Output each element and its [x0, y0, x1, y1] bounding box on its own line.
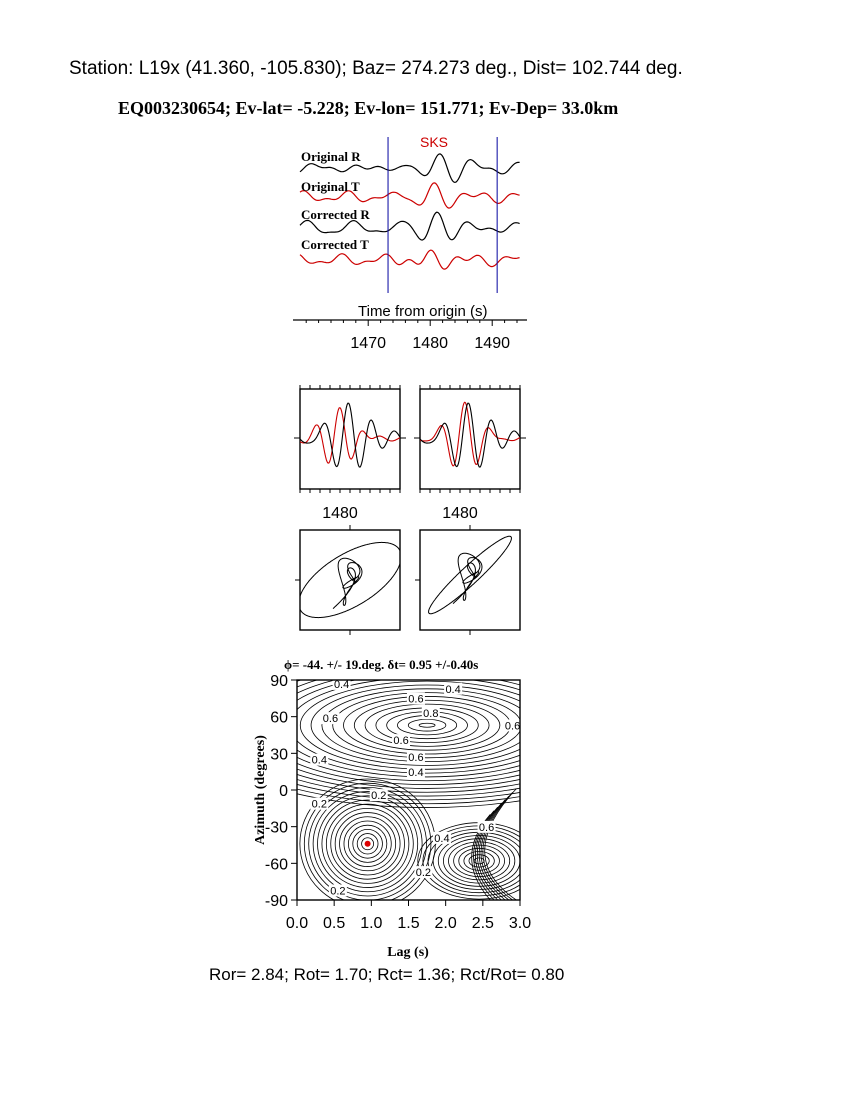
- waveform-overlay-after: [414, 385, 526, 522]
- best-fit-marker: [365, 841, 371, 847]
- splitting-result-title: ϕ= -44. +/- 19.deg. δt= 0.95 +/-0.40s: [284, 657, 479, 672]
- contour-label: 0.6: [408, 693, 424, 706]
- contour-label: 0.6: [408, 752, 424, 765]
- lag-axis-label: Lag (s): [387, 945, 429, 960]
- azimuth-tick-label: -90: [264, 893, 288, 910]
- contour-label: 0.8: [423, 708, 439, 721]
- lag-tick-label: 0.5: [323, 915, 346, 932]
- lag-tick-label: 1.5: [397, 915, 420, 932]
- azimuth-tick-label: -60: [264, 856, 288, 874]
- contour-label: 0.6: [322, 713, 339, 726]
- pm-frame-after: [420, 530, 520, 630]
- azimuth-axis-label: Azimuth (degrees): [253, 735, 268, 845]
- seismogram-panel: [293, 134, 527, 352]
- azimuth-tick-label: 0: [279, 783, 288, 800]
- particle-motion-trace: [453, 553, 482, 603]
- particle-motion-ellipse: [299, 542, 402, 617]
- particle-motion-after: [415, 525, 520, 635]
- overlay-tick-label: 1480: [442, 505, 478, 522]
- overlay-t-trace: [420, 402, 520, 466]
- event-info-title: EQ003230654; Ev-lat= -5.228; Ev-lon= 151.771; Ev-Dep= 33.0km: [118, 98, 619, 118]
- lag-tick-label: 2.5: [471, 915, 494, 932]
- contour-label: 0.2: [415, 867, 432, 880]
- lag-tick-label: 0.0: [285, 915, 309, 932]
- trace-label: Corrected R: [301, 207, 370, 222]
- azimuth-tick-label: 60: [270, 709, 288, 727]
- overlay-t-trace: [300, 408, 400, 463]
- energy-contour-panel: [192, 643, 662, 960]
- contour-label: 0.6: [478, 821, 495, 834]
- contour-label: 0.4: [408, 766, 424, 779]
- particle-motion-trace: [333, 558, 362, 608]
- azimuth-tick-label: -30: [264, 819, 288, 837]
- lag-tick-label: 2.0: [434, 915, 457, 932]
- energy-ratios-footer: Ror= 2.84; Rot= 1.70; Rct= 1.36; Rct/Rot= 0.80: [209, 965, 565, 984]
- particle-motion-ellipse: [429, 536, 512, 613]
- trace-corrected-t: [300, 250, 520, 269]
- trace-label: Corrected T: [301, 237, 369, 252]
- time-tick-label: 1480: [412, 335, 448, 352]
- contour-label: 0.4: [333, 678, 350, 691]
- pm-frame-before: [300, 530, 400, 630]
- time-axis-label: Time from origin (s): [358, 303, 488, 320]
- time-tick-label: 1470: [350, 335, 386, 352]
- lag-tick-label: 3.0: [508, 915, 532, 932]
- particle-motion-before: [295, 525, 401, 635]
- contour-label: 0.4: [434, 832, 450, 845]
- contour-label: 0.2: [371, 790, 387, 803]
- station-info-title: Station: L19x (41.360, -105.830); Baz= 274.273 deg., Dist= 102.744 deg.: [69, 58, 683, 79]
- lag-tick-label: 1.0: [360, 915, 383, 932]
- azimuth-tick-label: 90: [270, 673, 288, 690]
- contour-label: 0.4: [311, 754, 327, 767]
- waveform-overlay-before: [294, 385, 406, 522]
- phase-label: SKS: [420, 134, 449, 150]
- azimuth-tick-label: 30: [270, 746, 288, 764]
- trace-label: Original R: [301, 149, 361, 164]
- contour-label: 0.6: [393, 735, 409, 748]
- contour-label: 0.6: [504, 720, 521, 733]
- contour-label: 0.4: [445, 683, 461, 696]
- trace-label: Original T: [301, 179, 360, 194]
- contour-label: 0.2: [330, 885, 346, 898]
- overlay-tick-label: 1480: [322, 505, 358, 522]
- time-tick-label: 1490: [474, 335, 510, 352]
- contour-label: 0.2: [311, 798, 327, 811]
